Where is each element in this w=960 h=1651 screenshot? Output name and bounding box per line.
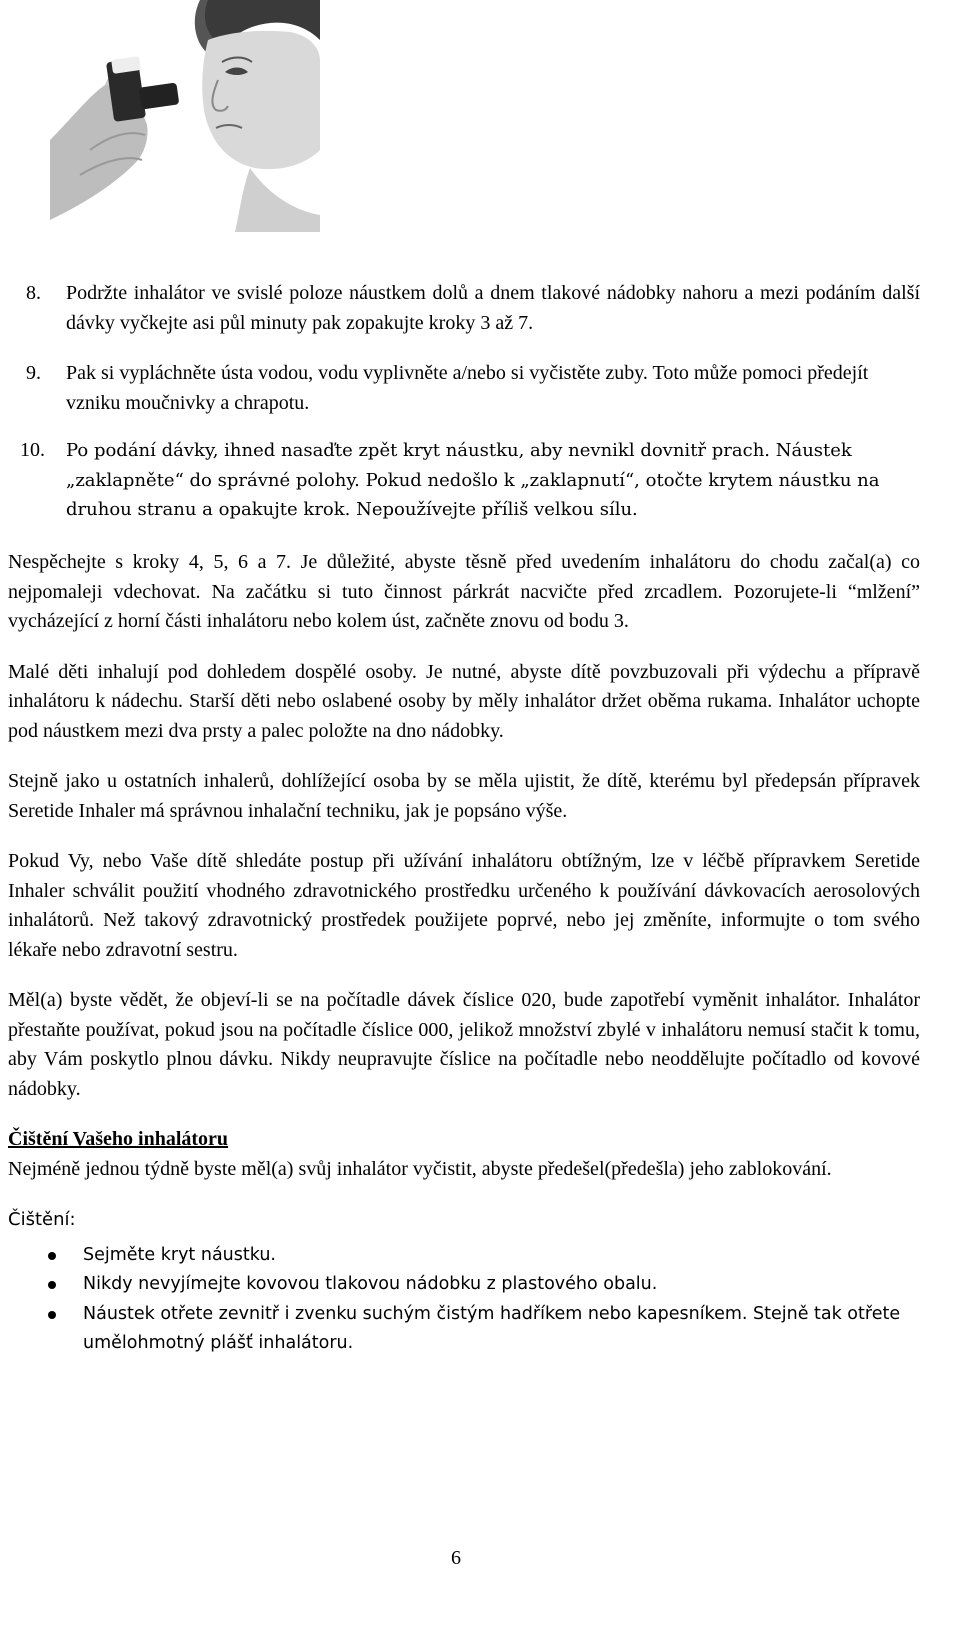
cleaning-label: Čištění:	[8, 1209, 76, 1230]
step-number: 9.	[26, 362, 41, 384]
paragraph-supervision: Stejně jako u ostatních inhalerů, dohlížející osoba by se měla ujistit, že dítě, kterému byl předepsán přípravek Seretide Inhaler má správnou inhalační techniku, jak je popsáno výše.	[8, 770, 920, 822]
step-number: 8.	[26, 282, 41, 304]
page-number: 6	[451, 1547, 461, 1569]
paragraph-spacer-device: Pokud Vy, nebo Vaše dítě shledáte postup při užívání inhalátoru obtížným, lze v léčbě přípravkem Seretide Inhaler schválit použití vhodného zdravotnického prostředku určeného k používání dávkovacích aerosolových inhalátorů. Než takový zdravotnický prostředek použijete poprvé, nebo jej změníte, informujte o tom svého lékaře nebo zdravotní sestru.	[8, 850, 920, 961]
step-number: 10.	[20, 439, 45, 461]
cleaning-heading: Čištění Vašeho inhalátoru	[8, 1128, 229, 1150]
cleaning-bullet-list	[8, 1241, 920, 1359]
list-item: Náustek otřete zevnitř i zvenku suchým čistým hadříkem nebo kapesníkem. Stejně tak otřete umělohmotný plášť inhalátoru.	[8, 1300, 920, 1359]
step-8	[20, 279, 920, 338]
paragraph-children: Malé děti inhalují pod dohledem dospělé osoby. Je nutné, abyste dítě povzbuzovali při výdechu a přípravě inhalátoru k nádechu. Starší děti nebo oslabené osoby by měly inhalátor držet oběma rukama. Inhalátor uchopte pod náustkem mezi dva prsty a palec položte na dno nádobky.	[8, 660, 920, 742]
list-item: Sejměte kryt náustku.	[8, 1241, 920, 1271]
inhaler-photo	[50, 0, 320, 232]
woman-with-inhaler-image	[50, 0, 320, 232]
step-9	[20, 359, 920, 418]
step-text: Po podání dávky, ihned nasaďte zpět kryt náustku, aby nevnikl dovnitř prach. Náustek „zaklapněte“ do správné polohy. Pokud nedošlo k „zaklapnutí“, otočte krytem náustku na druhou stranu a opakujte krok. Nepoužívejte příliš velkou sílu.	[66, 440, 880, 520]
step-10	[20, 436, 920, 525]
list-item: Nikdy nevyjímejte kovovou tlakovou nádobku z plastového obalu.	[8, 1270, 920, 1300]
body-text	[8, 548, 920, 1359]
paragraph-timing: Nespěchejte s kroky 4, 5, 6 a 7. Je důležité, abyste těsně před uvedením inhalátoru do chodu začal(a) co nejpomaleji vdechovat. Na začátku si tuto činnost párkrát nacvičte před zrcadlem. Pozorujete-li “mlžení” vycházející z horní části inhalátoru nebo kolem úst, začněte znovu od bodu 3.	[8, 551, 920, 632]
step-text: Pak si vypláchněte ústa vodou, vodu vyplivněte a/nebo si vyčistěte zuby. Toto může pomoci předejít vzniku moučnivky a chrapotu.	[66, 362, 869, 414]
paragraph-dose-counter: Měl(a) byste vědět, že objeví-li se na počítadle dávek číslice 020, bude zapotřebí vyměnit inhalátor. Inhalátor přestaňte používat, pokud jsou na počítadle číslice 000, jelikož množství zbylé v inhalátoru nemusí stačit k tomu, aby Vám poskytlo plnou dávku. Nikdy neupravujte číslice na počítadle nebo neoddělujte počítadlo od kovové nádobky.	[8, 989, 920, 1100]
numbered-steps	[20, 279, 920, 525]
step-text: Podržte inhalátor ve svislé poloze náustkem dolů a dnem tlakové nádobky nahoru a mezi podáním další dávky vyčkejte asi půl minuty pak zopakujte kroky 3 až 7.	[66, 282, 920, 334]
cleaning-intro: Nejméně jednou týdně byste měl(a) svůj inhalátor vyčistit, abyste předešel(předešla) jeho zablokování.	[8, 1157, 832, 1180]
